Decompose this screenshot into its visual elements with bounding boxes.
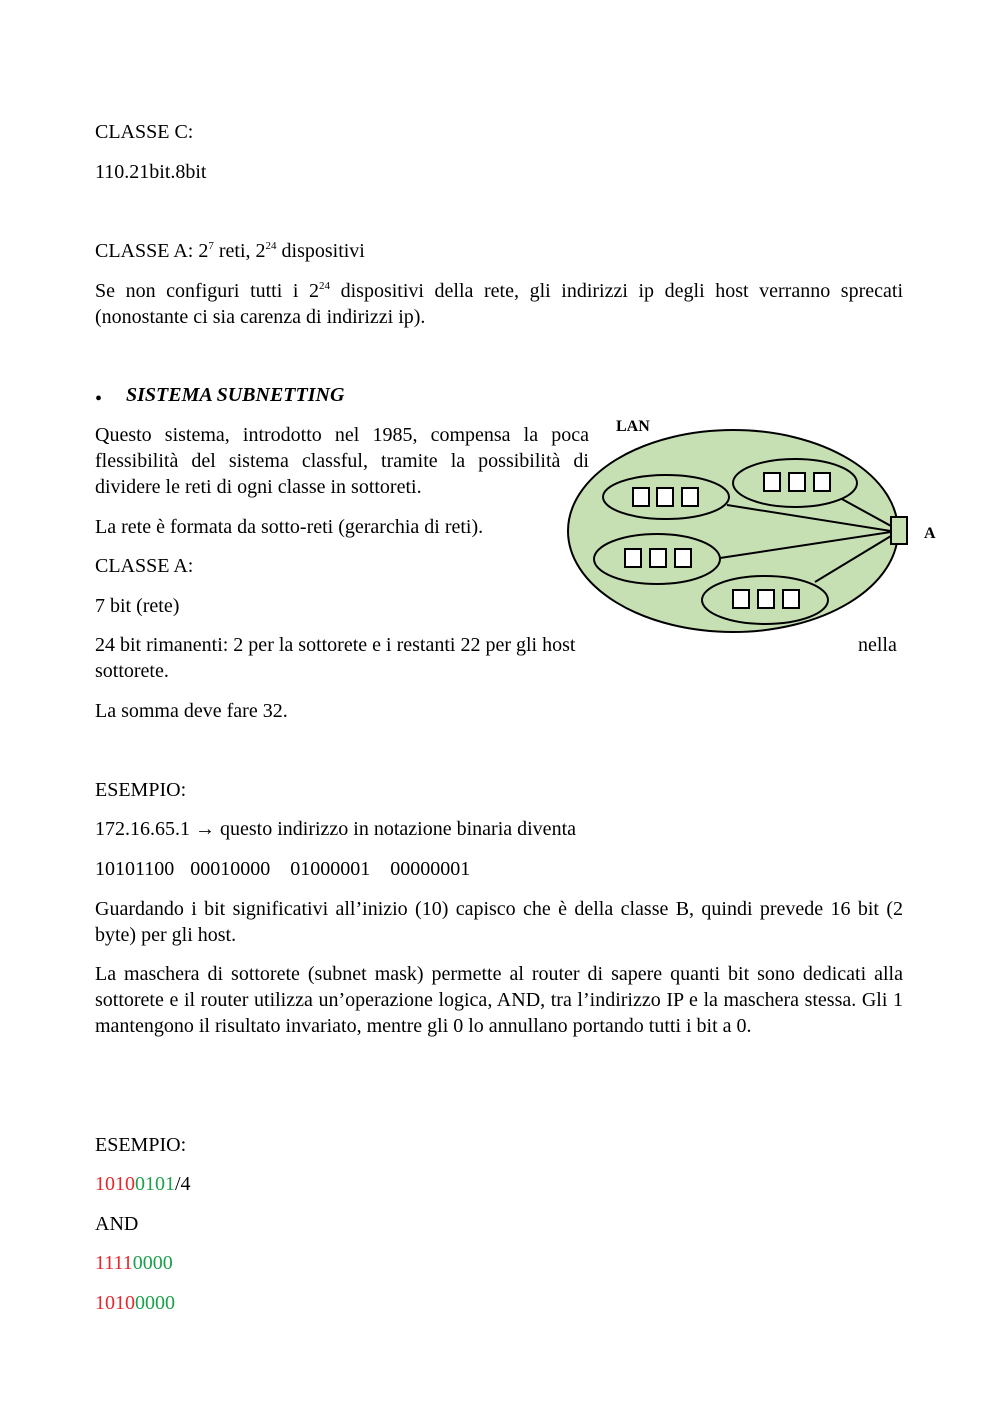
bullet-icon: • [95, 388, 103, 410]
host-icon [814, 473, 830, 491]
class-c-bits: 110.21bit.8bit [95, 161, 207, 183]
binary-octet: 01000001 [290, 858, 371, 880]
ip-address-line: 172.16.65.1 → questo indirizzo in notazione binaria diventa [95, 818, 576, 840]
host-icon [633, 488, 649, 506]
binary-octet: 00000001 [390, 858, 471, 880]
remaining-bits-text-wrap: sottorete. [95, 660, 169, 682]
host-icon [657, 488, 673, 506]
binary-octet: 00010000 [190, 858, 271, 880]
host-icon [650, 549, 666, 567]
and-operator-label: AND [95, 1213, 139, 1235]
net-bits-text: 7 bit (rete) [95, 595, 180, 617]
host-icon [682, 488, 698, 506]
hierarchy-text: La rete è formata da sotto-reti (gerarchia di reti). [95, 516, 484, 538]
host-icon [789, 473, 805, 491]
example-label-1: ESEMPIO: [95, 779, 187, 801]
subnet-mask-paragraph: La maschera di sottorete (subnet mask) permette al router di sapere quanti bit sono dedicati alla sottorete e il router utilizza un’operazione logica, AND, tra l’indirizzo IP e la maschera stessa. Gli 1 mantengono il risultato invariato, mentre gli 0 lo annullano portando tutti i bit a 0. [95, 963, 903, 1037]
host-icon [764, 473, 780, 491]
host-icon [733, 590, 749, 608]
class-a-summary: CLASSE A: $2^7$ reti, $2^{24}$ dispositivi [95, 240, 365, 262]
remaining-bits-text: 24 bit rimanenti: 2 per la sottorete e i restanti 22 per gli host [95, 634, 576, 656]
router-icon [891, 517, 907, 544]
example-mask: 11110000 [95, 1252, 173, 1274]
remaining-bits-text-end: nella [858, 634, 897, 656]
subnet-intro-paragraph: Questo sistema, introdotto nel 1985, compensa la poca flessibilità del sistema classful, tramite la possibilità di dividere le reti di ogni classe in sottoreti. [95, 424, 589, 498]
subnet-ellipse [594, 534, 720, 584]
binary-octet: 10101100 [95, 858, 175, 880]
subnet-ellipse [733, 459, 857, 507]
example-label-2: ESEMPIO: [95, 1134, 187, 1156]
host-icon [675, 549, 691, 567]
binary-address [95, 856, 470, 882]
subnet-ellipse [603, 475, 729, 519]
sum-text: La somma deve fare 32. [95, 700, 288, 722]
section-heading: SISTEMA SUBNETTING [126, 384, 345, 406]
example-address: 10100101/4 [95, 1173, 191, 1195]
subnet-ellipse [702, 576, 828, 624]
lan-label: LAN [616, 418, 650, 435]
example-result: 10100000 [95, 1292, 175, 1314]
class-a-label: CLASSE A: [95, 555, 194, 577]
waste-paragraph: Se non configuri tutti i $2^{24}$ dispositivi della rete, gli indirizzi ip degli host verranno sprecati (nonostante ci sia carenza di indirizzi ip). [95, 280, 903, 328]
class-c-label: CLASSE C: [95, 121, 194, 143]
class-b-paragraph: Guardando i bit significativi all’inizio (10) capisco che è della classe B, quindi prevede 16 bit (2 byte) per gli host. [95, 898, 903, 946]
host-icon [783, 590, 799, 608]
lan-diagram [560, 408, 960, 638]
host-icon [625, 549, 641, 567]
router-label: A [924, 525, 936, 542]
host-icon [758, 590, 774, 608]
